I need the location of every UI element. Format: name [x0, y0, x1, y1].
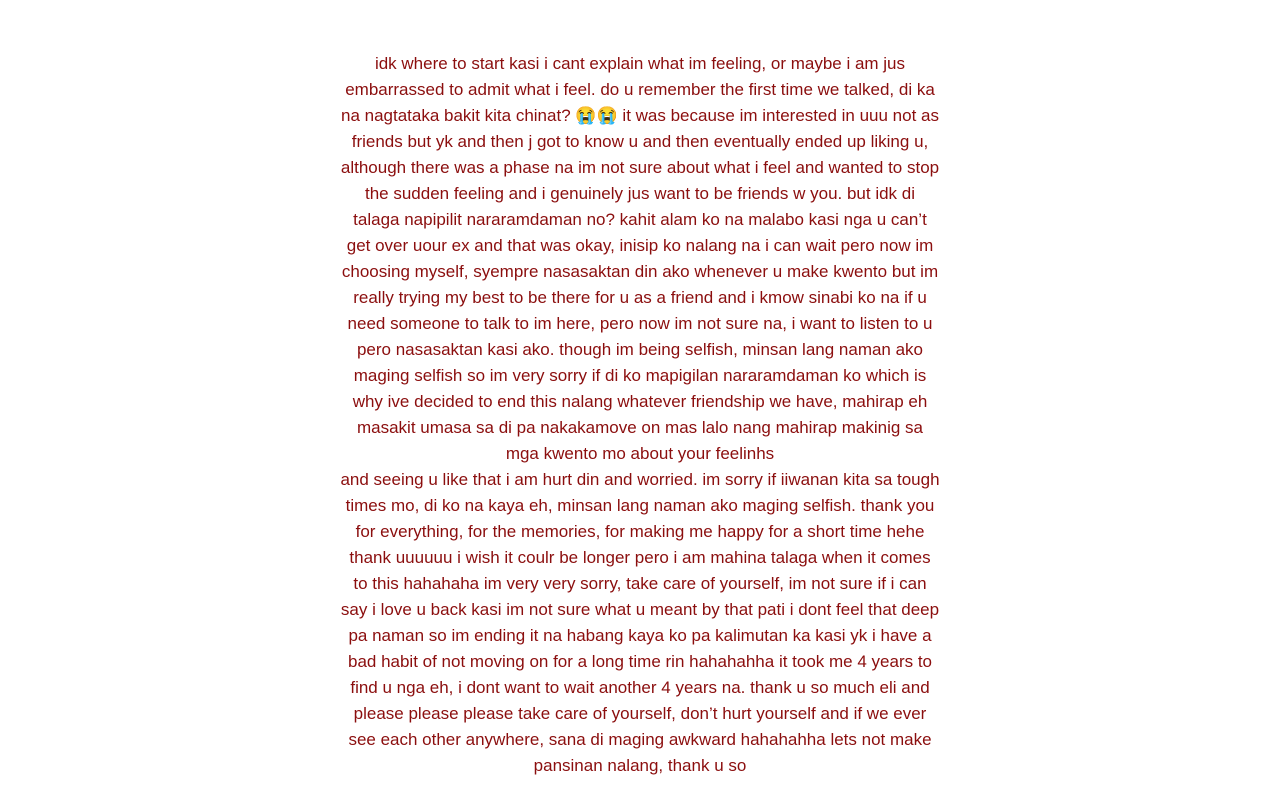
letter-body — [340, 51, 940, 779]
letter-paragraph-1: idk where to start kasi i cant explain what im feeling, or maybe i am jus embarrassed to admit what i feel. do u remember the first time we talked, di ka na nagtataka bakit kita chinat? 😭😭 it was because im interested in uuu not as friends but yk and then j got to know u and then eventually ended up liking u, although there was a phase na im not sure about what i feel and wanted to stop the sudden feeling and i genuinely jus want to be friends w you. but idk di talaga napipilit nararamdaman no? kahit alam ko na malabo kasi nga u can’t get over uour ex and that was okay, inisip ko nalang na i can wait pero now im choosing myself, syempre nasasaktan din ako whenever u make kwento but im really trying my best to be there for u as a friend and i kmow sinabi ko na if u need someone to talk to im here, pero now im not sure na, i want to listen to u pero nasasaktan kasi ako. though im being selfish, minsan lang naman ako maging selfish so im very sorry if di ko mapigilan nararamdaman ko which is why ive decided to end this nalang whatever friendship we have, mahirap eh masakit umasa sa di pa nakakamove on mas lalo nang mahirap makinig sa mga kwento mo about your feelinhs — [340, 54, 940, 463]
letter-paragraph-2: and seeing u like that i am hurt din and worried. im sorry if iiwanan kita sa tough times mo, di ko na kaya eh, minsan lang naman ako maging selfish. thank you for everything, for the memories, for making me happy for a short time hehe thank uuuuuu i wish it coulr be longer pero i am mahina talaga when it comes to this hahahaha im very very sorry, take care of yourself, im not sure if i can say i love u back kasi im not sure what u meant by that pati i dont feel that deep pa naman so im ending it na habang kaya ko pa kalimutan ka kasi yk i have a bad habit of not moving on for a long time rin hahahahha it took me 4 years to find u nga eh, i dont want to wait another 4 years na. thank u so much eli and please please please take care of yourself, don’t hurt yourself and if we ever see each other anywhere, sana di maging awkward hahahahha lets not make pansinan nalang, thank u so — [340, 470, 940, 775]
